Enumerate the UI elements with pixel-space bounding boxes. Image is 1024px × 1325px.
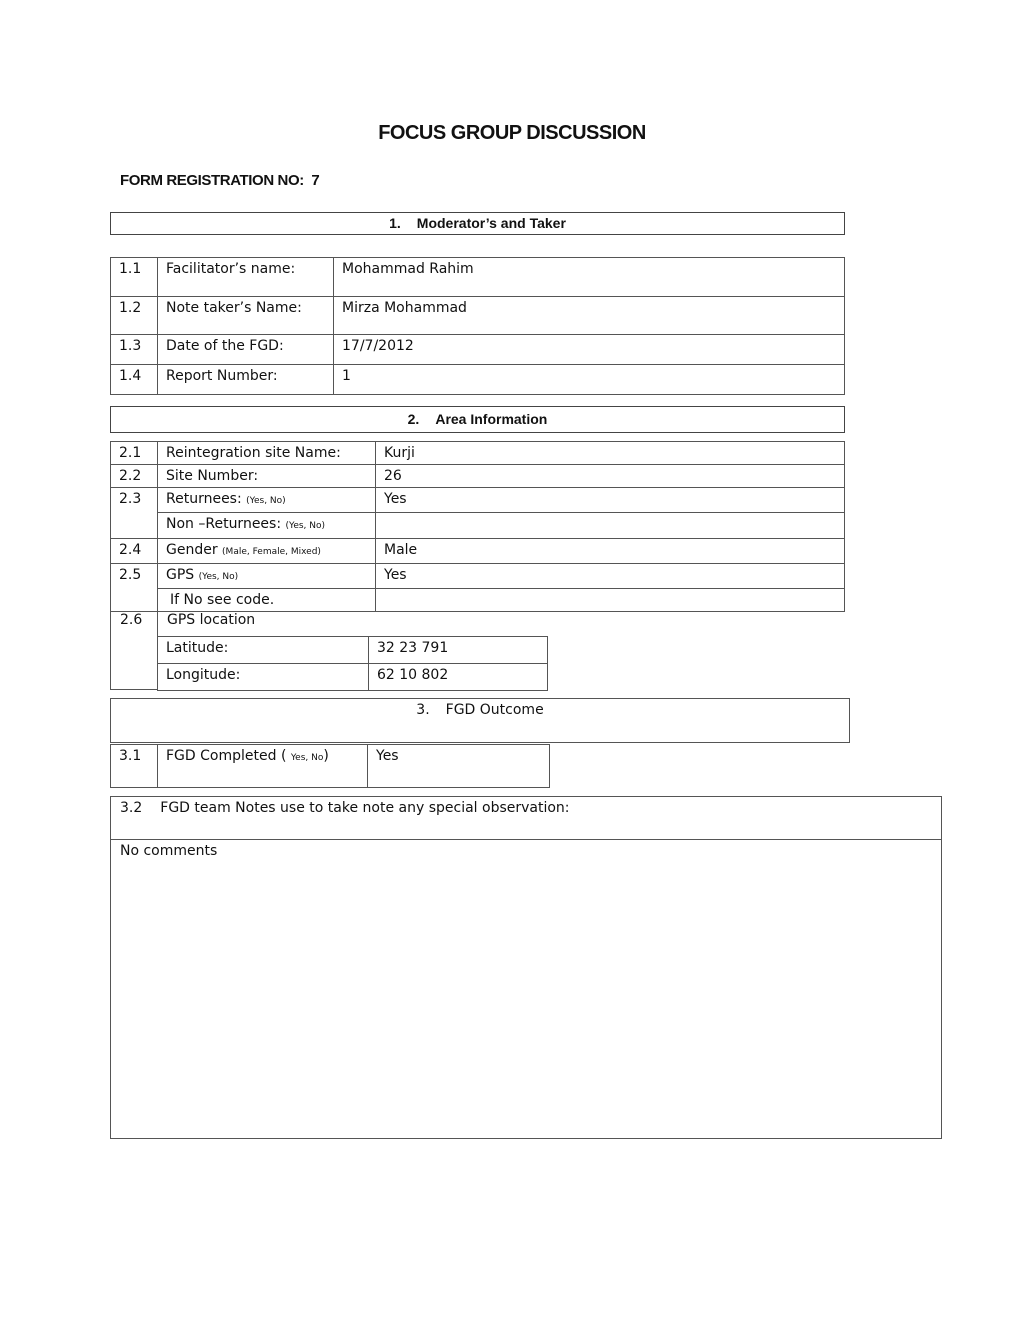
row-number: 1.1 [111, 258, 158, 297]
table-row [111, 442, 845, 465]
longitude-value: 62 10 802 [369, 664, 548, 691]
section-1-number: 1. [389, 215, 401, 231]
section-1-title: Moderator’s and Taker [416, 215, 566, 231]
fgd-date-value: 17/7/2012 [334, 335, 845, 365]
table-row [111, 258, 845, 297]
row-number: 2.1 [111, 442, 158, 465]
row-label: If No see code. [158, 589, 376, 612]
site-name-value: Kurji [376, 442, 845, 465]
section-3-title: FGD Outcome [445, 702, 544, 718]
gps-code-value [376, 589, 845, 612]
table-row [158, 664, 548, 691]
row-label [158, 488, 376, 513]
area-info-table [110, 441, 845, 612]
table-row [111, 513, 845, 539]
row-number: 3.1 [111, 745, 158, 788]
latitude-label: Latitude: [158, 637, 369, 664]
page-title: FOCUS GROUP DISCUSSION [378, 122, 646, 144]
gender-value: Male [376, 539, 845, 564]
table-row [158, 637, 548, 664]
table-row [111, 465, 845, 488]
notes-content: No comments [120, 843, 218, 859]
longitude-label: Longitude: [158, 664, 369, 691]
section-2-number: 2. [407, 411, 420, 427]
non-returnees-value [376, 513, 845, 539]
table-row [111, 564, 845, 589]
row-number: 1.2 [111, 297, 158, 335]
registration-value: 7 [311, 172, 320, 189]
facilitator-name-value: Mohammad Rahim [334, 258, 845, 297]
row-number: 2.2 [111, 465, 158, 488]
returnees-label: Returnees: [166, 491, 242, 507]
note-taker-name-value: Mirza Mohammad [334, 297, 845, 335]
row-number: 2.5 [111, 564, 158, 612]
row-label [158, 745, 368, 788]
latitude-value: 32 23 791 [369, 637, 548, 664]
notes-number: 3.2 [120, 800, 143, 816]
row-label [158, 539, 376, 564]
section-1-header [110, 212, 845, 235]
section-3-number: 3. [416, 702, 430, 718]
notes-header [111, 797, 941, 840]
section-2-title: Area Information [435, 411, 548, 427]
row-label: Facilitator’s name: [158, 258, 334, 297]
fgd-completed-close: ) [323, 748, 329, 764]
table-row [111, 365, 845, 395]
row-number: 2.3 [111, 488, 158, 539]
moderator-table [110, 257, 845, 395]
table-row [111, 488, 845, 513]
fgd-completed-table [110, 744, 550, 788]
report-number-value: 1 [334, 365, 845, 395]
row-number: 2.4 [111, 539, 158, 564]
row-label: Reintegration site Name: [158, 442, 376, 465]
gps-coordinates-table [157, 636, 548, 691]
site-number-value: 26 [376, 465, 845, 488]
notes-box [110, 796, 942, 1139]
row-number: 2.6 [110, 608, 158, 690]
row-label [158, 564, 376, 589]
row-label [158, 513, 376, 539]
returnees-hint: (Yes, No) [246, 496, 286, 506]
form-registration [120, 172, 319, 189]
gps-location-label: GPS location [167, 612, 256, 628]
gps-label: GPS [166, 567, 195, 583]
returnees-value: Yes [376, 488, 845, 513]
table-row [111, 539, 845, 564]
notes-label: FGD team Notes use to take note any special observation: [160, 800, 570, 816]
gps-hint: (Yes, No) [198, 572, 239, 582]
table-row [111, 297, 845, 335]
fgd-completed-value: Yes [368, 745, 550, 788]
row-number: 1.3 [111, 335, 158, 365]
fgd-completed-hint: Yes, No [290, 753, 324, 763]
table-row [111, 335, 845, 365]
row-label: Date of the FGD: [158, 335, 334, 365]
row-label: Note taker’s Name: [158, 297, 334, 335]
row-label: Report Number: [158, 365, 334, 395]
gender-label: Gender [166, 542, 218, 558]
non-returnees-label: Non –Returnees: [166, 516, 282, 532]
row-number: 1.4 [111, 365, 158, 395]
gps-value: Yes [376, 564, 845, 589]
row-label: Site Number: [158, 465, 376, 488]
registration-label: FORM REGISTRATION NO: [120, 172, 304, 189]
section-2-header [110, 406, 845, 433]
gender-hint: (Male, Female, Mixed) [222, 547, 321, 557]
non-returnees-hint: (Yes, No) [285, 521, 326, 531]
section-3-header [110, 698, 850, 743]
table-row [111, 745, 550, 788]
fgd-completed-label: FGD Completed ( [166, 748, 287, 764]
